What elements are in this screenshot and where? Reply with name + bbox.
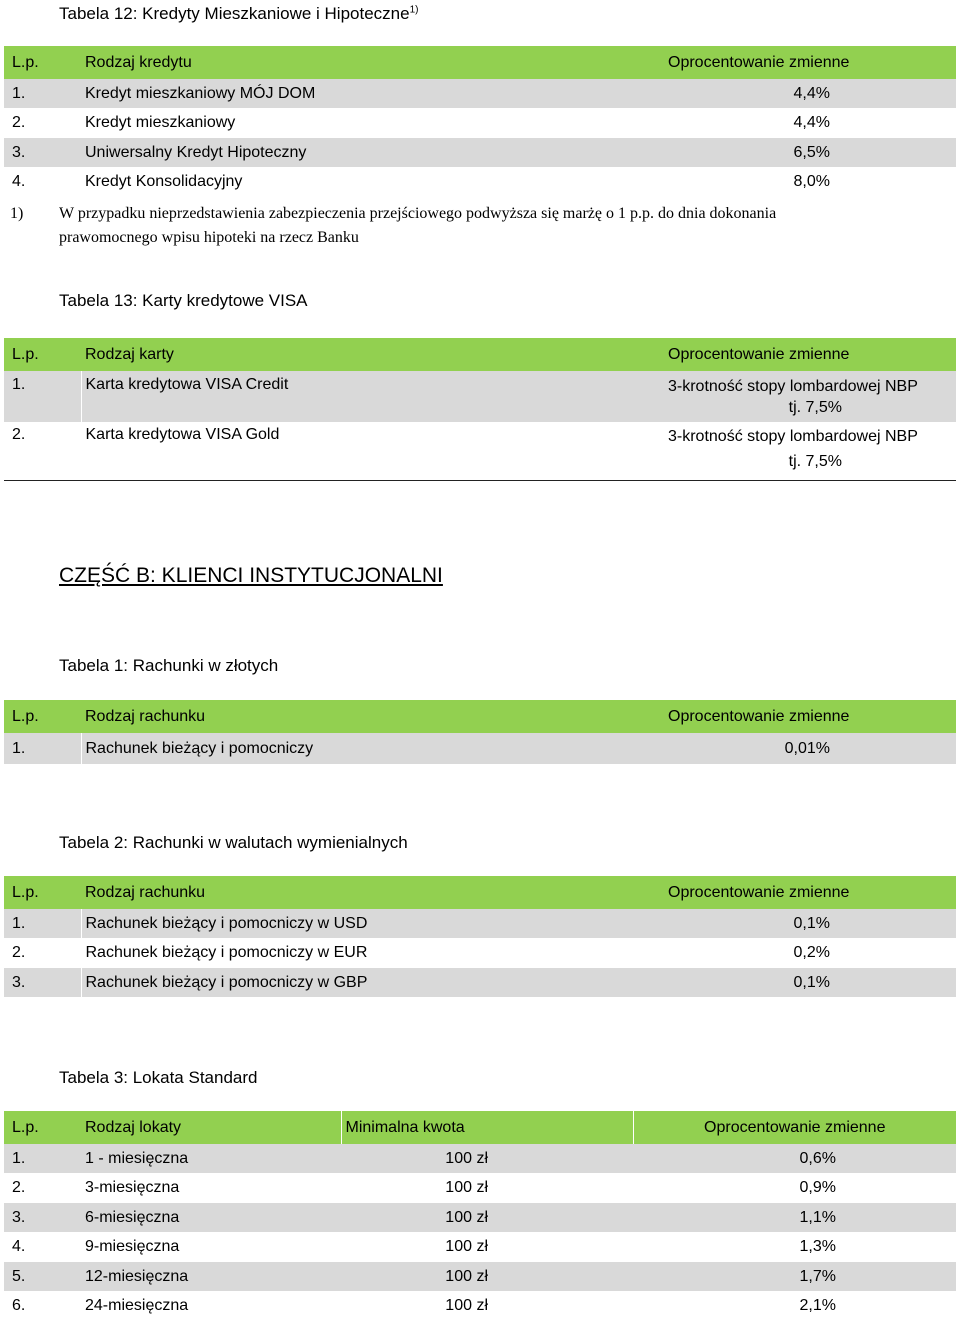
row-rate (664, 422, 956, 480)
row-min-amount: 100 zł (341, 1144, 633, 1173)
row-lp: 3. (4, 1203, 81, 1232)
table-1 (4, 700, 957, 764)
row-type: Uniwersalny Kredyt Hipoteczny (81, 138, 664, 167)
table-3 (4, 1111, 956, 1321)
table-row (4, 733, 956, 764)
row-type: 24-miesięczna (85, 1297, 189, 1314)
row-rate: 1,3% (799, 1238, 836, 1255)
section-heading: CZĘŚĆ B: KLIENCI INSTYTUCJONALNI (59, 564, 443, 587)
row-rate: 2,1% (799, 1297, 836, 1314)
row-rate: 1,7% (633, 1262, 956, 1291)
row-min-amount: 100 zł (445, 1297, 488, 1314)
rate-line-1: 3-krotność stopy lombardowej NBP (668, 428, 918, 445)
row-lp: 3. (4, 138, 81, 167)
header-type: Rodzaj lokaty (81, 1111, 341, 1144)
row-type: Rachunek bieżący i pomocniczy (81, 733, 664, 764)
table-13 (4, 338, 956, 481)
table-row (4, 1262, 956, 1291)
row-lp: 1. (4, 79, 81, 108)
table-12-title: Tabela 12: Kredyty Mieszkaniowe i Hipoteczne$^{1)}$ (59, 4, 419, 23)
row-type: 3-miesięczna (85, 1179, 180, 1196)
row-rate: 0,2% (793, 944, 830, 961)
row-lp: 1. (4, 371, 81, 422)
header-min-amount: Minimalna kwota (341, 1111, 633, 1144)
row-type: Rachunek bieżący i pomocniczy w GBP (81, 968, 664, 997)
header-rate: Oprocentowanie zmienne (664, 338, 956, 371)
row-lp: 1. (4, 733, 81, 764)
header-lp: L.p. (4, 338, 81, 371)
row-lp: 1. (4, 909, 81, 938)
header-rate: Oprocentowanie zmienne (664, 876, 956, 909)
row-type: 12-miesięczna (81, 1262, 341, 1291)
row-type: Kredyt Konsolidacyjny (85, 173, 243, 190)
row-type: Karta kredytowa VISA Gold (81, 422, 664, 480)
row-rate: 4,4% (793, 114, 830, 131)
row-lp: 3. (4, 968, 81, 997)
header-lp: L.p. (4, 876, 81, 909)
table-header-row (4, 338, 956, 371)
row-lp: 2. (12, 1179, 26, 1196)
row-lp: 2. (4, 938, 81, 968)
table-1-title: Tabela 1: Rachunki w złotych (59, 656, 279, 675)
table-row (4, 1232, 956, 1262)
table-12 (4, 46, 956, 197)
table-header-row (4, 46, 956, 79)
table-row (4, 108, 956, 138)
rate-line-2: tj. 7,5% (788, 399, 842, 416)
table-row (4, 968, 956, 997)
row-lp: 6. (12, 1297, 26, 1314)
footnote-line-2: prawomocnego wpisu hipoteki na rzecz Banku (59, 229, 359, 246)
row-rate: 0,9% (799, 1179, 836, 1196)
row-type: Rachunek bieżący i pomocniczy w USD (81, 909, 664, 938)
row-rate: 1,1% (633, 1203, 956, 1232)
row-rate: 0,1% (664, 968, 956, 997)
table-row (4, 1144, 956, 1173)
header-rate: Oprocentowanie zmienne (664, 46, 956, 79)
row-rate: 8,0% (793, 173, 830, 190)
footnote-line-1: W przypadku nieprzedstawienia zabezpieczenia przejściowego podwyższa się marżę o 1 p.p. do dnia dokonania (59, 205, 777, 222)
table-3-title: Tabela 3: Lokata Standard (59, 1068, 258, 1087)
header-lp: L.p. (4, 700, 81, 733)
table-row (4, 167, 956, 197)
table-row (4, 1203, 956, 1232)
table-row (4, 938, 956, 968)
row-type: 6-miesięczna (81, 1203, 341, 1232)
row-type: 1 - miesięczna (81, 1144, 341, 1173)
rate-line-1: 3-krotność stopy lombardowej NBP (668, 378, 918, 395)
rate-line-2: tj. 7,5% (788, 453, 842, 470)
header-rate: Oprocentowanie zmienne (664, 700, 956, 733)
table-row (4, 371, 956, 422)
header-type: Rodzaj karty (81, 338, 664, 371)
row-type: Karta kredytowa VISA Credit (81, 371, 664, 422)
row-rate: 0,6% (633, 1144, 956, 1173)
table-row (4, 422, 956, 480)
row-type: Kredyt mieszkaniowy (85, 114, 236, 131)
header-rate: Oprocentowanie zmienne (633, 1111, 956, 1144)
header-type: Rodzaj rachunku (81, 876, 664, 909)
row-lp: 1. (4, 1144, 81, 1173)
row-min-amount: 100 zł (341, 1262, 633, 1291)
table-13-title: Tabela 13: Karty kredytowe VISA (59, 291, 308, 310)
row-type: Rachunek bieżący i pomocniczy w EUR (85, 944, 368, 961)
table-row (4, 138, 956, 167)
header-lp: L.p. (4, 46, 81, 79)
header-type: Rodzaj rachunku (81, 700, 664, 733)
row-rate: 0,01% (664, 733, 956, 764)
row-rate: 0,1% (664, 909, 956, 938)
row-lp: 4. (12, 1238, 26, 1255)
row-rate: 6,5% (664, 138, 956, 167)
footnote-text (59, 202, 949, 250)
table-header-row (4, 1111, 956, 1144)
table-row (4, 79, 956, 108)
row-rate (664, 371, 956, 422)
table-row (4, 1173, 956, 1203)
table-2 (4, 876, 957, 997)
row-rate: 4,4% (664, 79, 956, 108)
row-min-amount: 100 zł (445, 1179, 488, 1196)
row-lp: 4. (12, 173, 26, 190)
table-header-row (4, 876, 956, 909)
row-lp: 2. (12, 114, 26, 131)
table-row (4, 1291, 956, 1321)
row-lp: 5. (4, 1262, 81, 1291)
row-lp: 2. (4, 422, 81, 480)
header-type: Rodzaj kredytu (81, 46, 664, 79)
row-type: 9-miesięczna (85, 1238, 180, 1255)
row-min-amount: 100 zł (341, 1203, 633, 1232)
table-2-title: Tabela 2: Rachunki w walutach wymienialnych (59, 833, 408, 852)
row-min-amount: 100 zł (445, 1238, 488, 1255)
table-row (4, 909, 956, 938)
table-header-row (4, 700, 956, 733)
header-lp: L.p. (4, 1111, 81, 1144)
footnote-number: 1) (10, 205, 24, 222)
row-type: Kredyt mieszkaniowy MÓJ DOM (81, 79, 664, 108)
